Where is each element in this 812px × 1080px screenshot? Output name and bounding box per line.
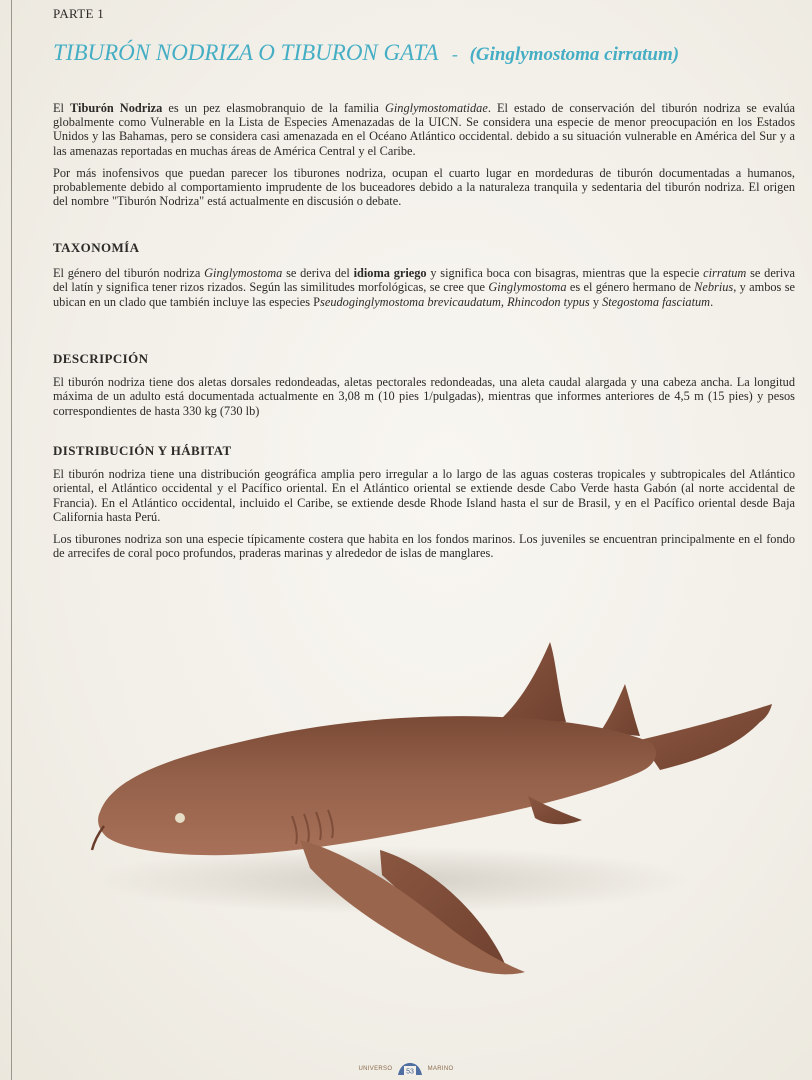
footer-right-text: MARINO [427, 1066, 454, 1072]
page-title [53, 40, 803, 66]
title-separator: - [451, 44, 458, 64]
distribution-paragraph-2: Los tiburones nodriza son una especie típicamente costera que habita en los fondos marinos. Los juveniles se encuentran principalmente en el fondo de arrecifes de coral poco profundos, praderas marinas y alrededor de islas de manglares. [53, 532, 795, 561]
intro-section [53, 101, 795, 216]
shark-barbel [92, 826, 104, 850]
intro-paragraph-1: El Tiburón Nodriza es un pez elasmobranquio de la familia Ginglymostomatidae. El estado de conservación del tiburón nodriza se evalúa globalmente como Vulnerable en la Lista de Especies Amenazadas de la UICN. Se considera una especie de menor preocupación en los Estados Unidos y las Bahamas, pero se considera casi amenazada en el Océano Atlántico occidental. debido a su situación vulnerable en América del Sur y a las amenazas reportadas en muchas áreas de América Central y el Caribe. [53, 101, 796, 158]
page-footer [0, 1062, 812, 1076]
taxonomy-heading: TAXONOMÍA [53, 240, 140, 255]
distribution-section [53, 444, 795, 568]
description-heading: DESCRIPCIÓN [53, 351, 149, 366]
description-paragraph: El tiburón nodriza tiene dos aletas dorsales redondeadas, aletas pectorales redondeadas, una aleta caudal alargada y una cabeza ancha. La longitud máxima de un adulto está documentada actualmente en 3,08 m (10 pies 1/pulgadas), mientras que informes anteriores de 4,5 m (15 pies) y pesos correspondientes de hasta 330 kg (730 lb) [53, 375, 795, 418]
page-number: 53 [406, 1068, 414, 1076]
taxonomy-section [53, 241, 795, 317]
nurse-shark-illustration [0, 600, 812, 1040]
shark-first-dorsal-fin [500, 642, 566, 722]
title-scientific-name: (Ginglymostoma cirratum) [469, 44, 680, 65]
distribution-paragraph-1: El tiburón nodriza tiene una distribución geográfica amplia pero irregular a lo largo de las aguas costeras tropicales y subtropicales del Atlántico oriental, el Atlántico occidental y el Pacífico oriental. En el Atlántico oriental se extiende desde Cabo Verde hasta Gabón (al norte accidental de Francia). En el Atlántico occidental, incluido el Caribe, se extiende desde Rhode Island hasta el sur de Brasil, y en el Pacífico oriental desde Baja California hasta Perú. [53, 467, 795, 524]
distribution-heading: DISTRIBUCIÓN Y HÁBITAT [53, 443, 232, 458]
title-common-name: TIBURÓN NODRIZA O TIBURON GATA [53, 40, 439, 65]
taxonomy-paragraph: El género del tiburón nodriza Ginglymostoma se deriva del idioma griego y significa boca con bisagras, mientras que la especie cirratum se deriva del latín y significa tener rizos rizados. Según las similitudes morfológicas, se cree que Ginglymostoma es el género hermano de Nebrius, y ambos se ubican en un clado que también incluye las especies Pseudoginglymostoma brevicaudatum, Rhincodon typus y Stegostoma fasciatum. [53, 266, 795, 309]
shark-caudal-fin [640, 704, 772, 770]
intro-paragraph-2: Por más inofensivos que puedan parecer los tiburones nodriza, ocupan el cuarto lugar en mordeduras de tiburón documentadas a humanos, probablemente debido al comportamiento imprudente de los buceadores debido a la naturaleza tranquila y sedentaria del tiburón nodriza. El origen del nombre "Tiburón Nodriza" está actualmente en discusión o debate. [53, 165, 795, 209]
description-section [53, 352, 795, 426]
shark-second-dorsal-fin [600, 684, 640, 736]
shark-body [98, 716, 656, 855]
footer-left-text: UNIVERSO [358, 1066, 393, 1072]
page-number-badge-icon [397, 1062, 423, 1076]
part-label: PARTE 1 [53, 6, 105, 21]
shark-eye [175, 813, 185, 823]
